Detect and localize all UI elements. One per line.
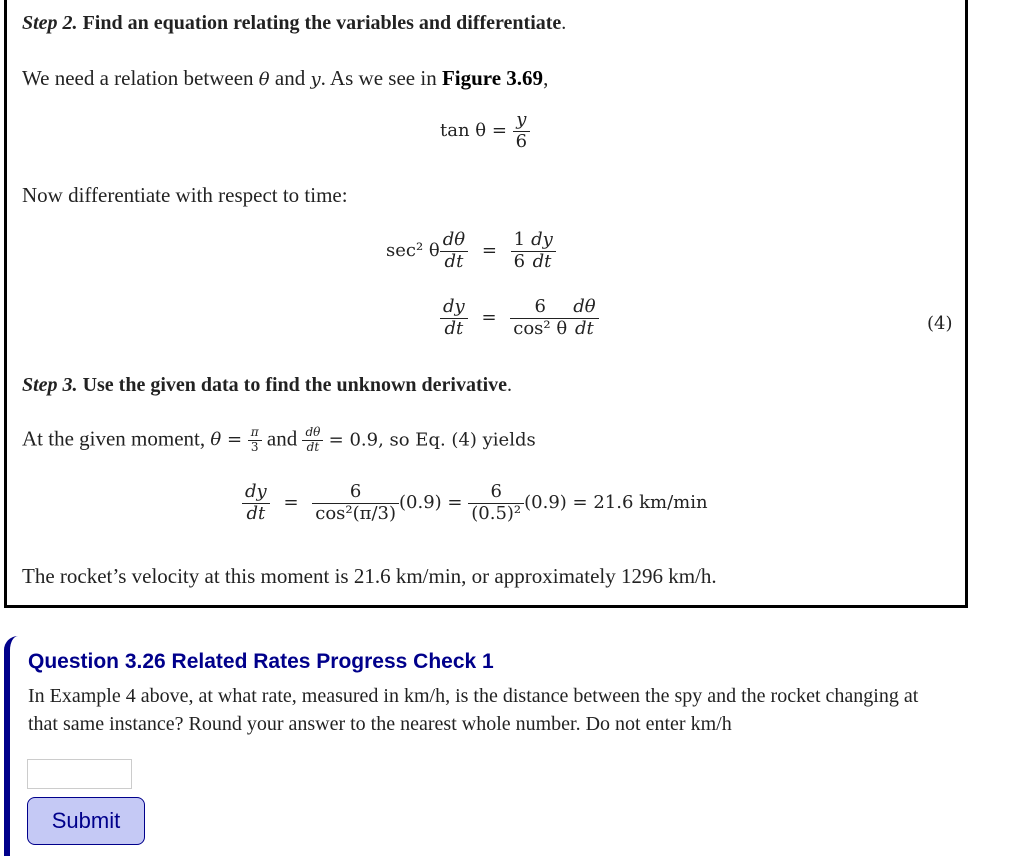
- conclusion-text: The rocket’s velocity at this moment is 21.6 km/min, or approximately 1296 km/h.: [22, 564, 717, 588]
- step2-heading: Step 2. Find an equation relating the variables and differentiate.: [22, 12, 567, 34]
- equation-tan: tan θ = $\frac{y}{6}$: [440, 110, 530, 152]
- submit-button[interactable]: Submit: [27, 797, 145, 845]
- equation-sec: sec² θ $\frac{d\theta}{dt}$ = $\frac{1}{6}$ $\frac{dy}{dt}$: [386, 230, 556, 272]
- differentiate-text: Now differentiate with respect to time:: [22, 183, 348, 207]
- question-text: In Example 4 above, at what rate, measured in km/h, is the distance between the spy and the rocket changing at that same instance? Round your answer to the nearest whole number. Do not enter km/h: [28, 685, 919, 735]
- answer-input[interactable]: [27, 759, 132, 789]
- figure-link[interactable]: Figure 3.69: [441, 66, 544, 90]
- step3-heading: Step 3. Use the given data to find the unknown derivative.: [22, 374, 513, 396]
- equation-calculation: $\frac{dy}{dt}$ = $\frac{6}{\text{cos²(π/3)}}$ (0.9) = $\frac{6}{\text{(0.5)²}}$ (0.9) = 21.6 km/min: [242, 482, 708, 524]
- equation-number: (4): [927, 313, 953, 334]
- question-title: Question 3.26 Related Rates Progress Check 1: [28, 650, 494, 673]
- given-moment: At the given moment, θ = $\frac{\pi}{3}$ and $\frac{d\theta}{dt}$ = 0.9, so Eq. (4) yields: [22, 425, 536, 454]
- equation-dydt: $\frac{dy}{dt}$ = $\frac{6}{\text{cos² θ}}$ $\frac{d\theta}{dt}$: [440, 297, 599, 339]
- step2-intro: We need a relation between θ and y. As we see in Figure 3.69,: [22, 66, 549, 90]
